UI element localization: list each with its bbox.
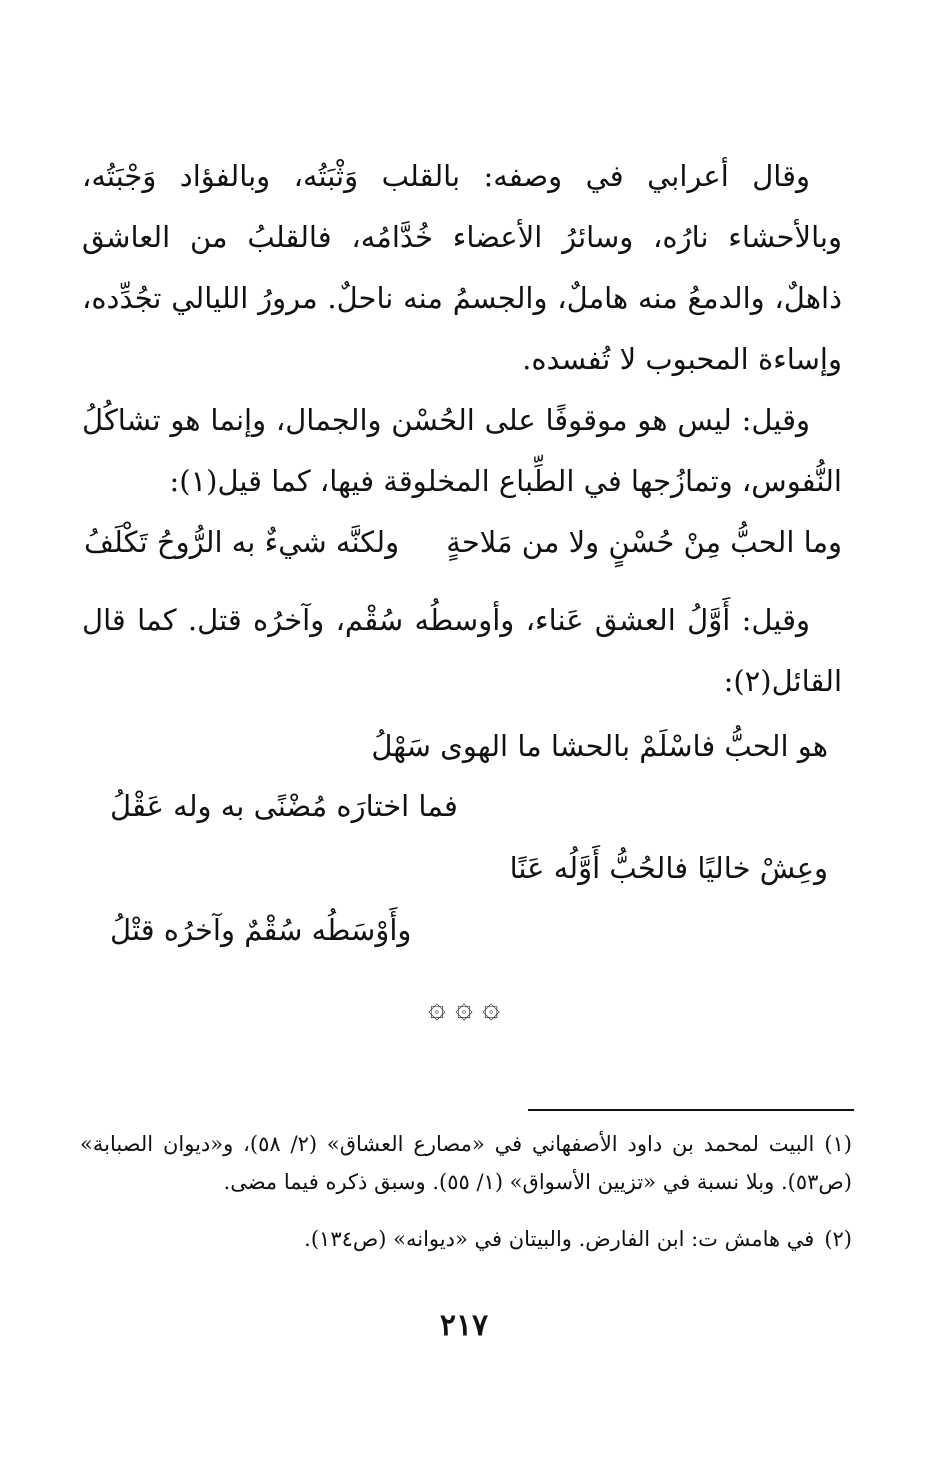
verse-2-line-1: هو الحبُّ فاسْلَمْ بالحشا ما الهوى سَهْلُ — [371, 729, 828, 763]
paragraph-love-stages: وقيل: أَوَّلُ العشق عَناء، وأوسطُه سُقْم، وآخرُه قتل. كما قال القائل(٢): — [82, 603, 842, 698]
footnote-2-number: (٢) — [824, 1227, 852, 1251]
footnote-2 — [80, 1220, 852, 1258]
paragraph-soul-affinity: وقيل: ليس هو موقوفًا على الحُسْن والجمال، وإنما هو تشاكُلُ النُّفوس، وتمازُجها في الطِّباع المخلوقة فيها، كما قيل(١): — [82, 403, 842, 498]
footnote-separator — [528, 1109, 854, 1111]
verse-2-line-3: وعِشْ خاليًا فالحُبُّ أَوَّلُه عَنًا — [509, 851, 828, 885]
footnote-1-text: البيت لمحمد بن داود الأصفهاني في «مصارع العشاق» (٢/ ٥٨)، و«ديوان الصبابة» (ص٥٣). وبلا نسبة في «تزيين الأسواق» (١/ ٥٥). وسبق ذكره فيما مضى. — [80, 1132, 852, 1194]
verse-2-line-2: فما اختارَه مُضْنًى به وله عَقْلُ — [110, 789, 458, 823]
paragraph-bedouin-description: وقال أعرابي في وصفه: بالقلب وَثْبَتُه، وبالفؤاد وَجْبَتُه، وبالأحشاء نارُه، وسائرُ الأعضاء خُدَّامُه، فالقلبُ من العاشق ذاهلٌ، والدمعُ منه هاملٌ، والجسمُ منه ناحلٌ. مرورُ الليالي تجُدِّده، وإساءة المحبوب لا تُفسده. — [82, 159, 842, 376]
footnote-2-text: في هامش ت: ابن الفارض. والبيتان في «ديوانه» (ص١٣٤). — [304, 1227, 815, 1251]
section-divider-ornaments: ۞ ۞ ۞ — [428, 990, 500, 1025]
verse-1-first-hemistich: وما الحبُّ مِنْ حُسْنٍ ولا من مَلاحةٍ — [446, 525, 842, 559]
page-number: ٢١٧ — [439, 1308, 489, 1343]
verse-1-second-hemistich: ولكنَّه شيءٌ به الرُّوحُ تَكْلَفُ — [84, 525, 400, 559]
verse-2-line-4: وأَوْسَطُه سُقْمٌ وآخرُه قتْلُ — [110, 913, 412, 947]
footnote-1 — [80, 1125, 852, 1201]
footnote-1-number: (١) — [824, 1132, 852, 1156]
